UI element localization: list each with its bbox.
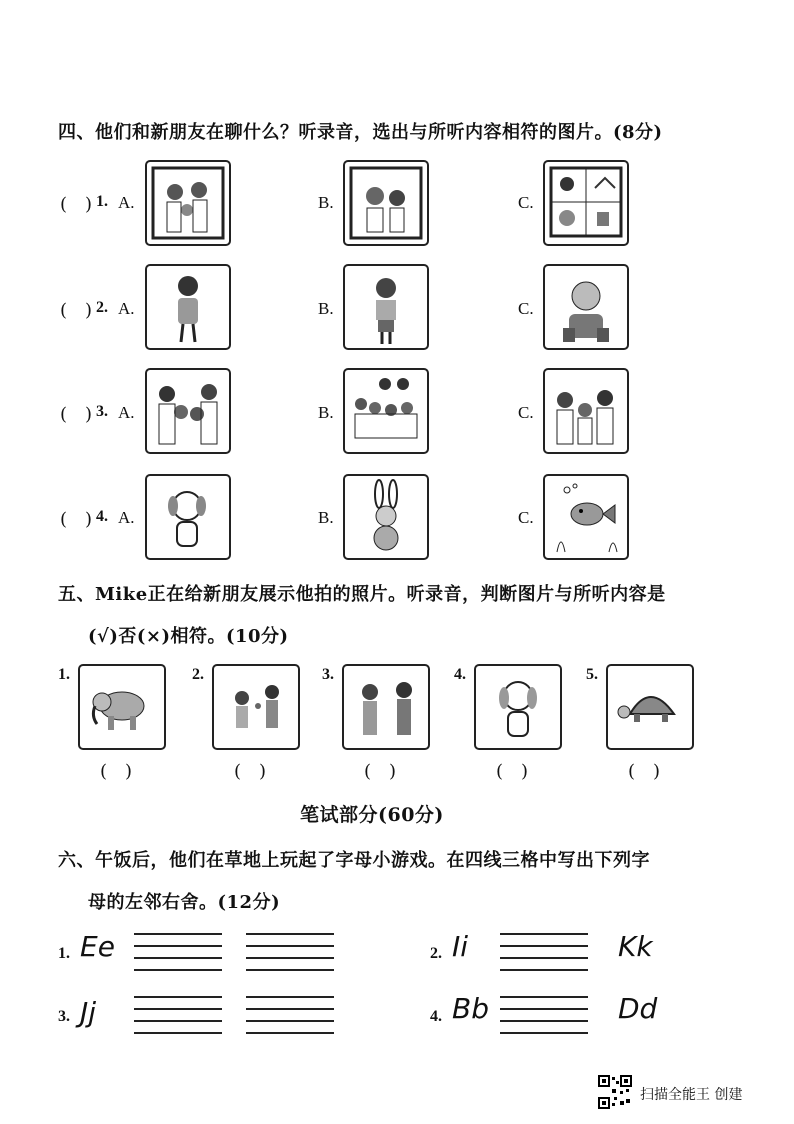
item-number: 3. [58, 1008, 70, 1025]
question-number: 4. [96, 508, 108, 525]
option-label: C. [518, 403, 534, 422]
puppy-icon[interactable] [474, 664, 562, 750]
big-family-icon[interactable] [343, 368, 429, 454]
item-number: 1. [58, 666, 70, 683]
grandma-icon[interactable] [543, 264, 629, 350]
answer-paren[interactable]: ( ) [60, 194, 93, 215]
item-number: 4. [454, 666, 466, 683]
option-label: A. [118, 193, 135, 212]
given-letter-right: Kk [618, 930, 653, 963]
four-line-grid-right[interactable] [246, 933, 334, 971]
answer-paren[interactable]: ( ) [234, 761, 267, 782]
answer-paren[interactable]: ( ) [60, 509, 93, 530]
item-number: 2. [430, 945, 442, 962]
family-photo-icon[interactable] [145, 160, 231, 246]
given-letter: Ee [80, 930, 115, 963]
section6-title-line2: 母的左邻右舍。(12分) [88, 892, 281, 913]
answer-paren[interactable]: ( ) [496, 761, 529, 782]
answer-paren[interactable]: ( ) [100, 761, 133, 782]
item-number: 1. [58, 945, 70, 962]
option-label: A. [118, 299, 135, 318]
family-three-icon[interactable] [543, 368, 629, 454]
animals-photo-icon[interactable] [543, 160, 629, 246]
item-number: 4. [430, 1008, 442, 1025]
option-label: B. [318, 299, 334, 318]
question-number: 2. [96, 299, 108, 316]
four-line-grid-left[interactable] [134, 996, 222, 1034]
section5-title-line1: 五、Mike正在给新朋友展示他拍的照片。听录音，判断图片与所听内容是 [58, 584, 666, 605]
given-letter: Jj [80, 996, 97, 1029]
section5-title-line2: (√)否(×)相符。(10分) [88, 626, 289, 647]
kids-photo-icon[interactable] [343, 160, 429, 246]
option-label: C. [518, 193, 534, 212]
rabbit-icon[interactable] [343, 474, 429, 560]
answer-paren[interactable]: ( ) [60, 300, 93, 321]
option-label: C. [518, 299, 534, 318]
four-line-grid[interactable] [500, 996, 588, 1034]
dog-icon[interactable] [145, 474, 231, 560]
four-line-grid[interactable] [500, 933, 588, 971]
question-number: 3. [96, 403, 108, 420]
family-four-icon[interactable] [145, 368, 231, 454]
option-label: B. [318, 508, 334, 527]
answer-paren[interactable]: ( ) [364, 761, 397, 782]
given-letter: Bb [452, 992, 489, 1025]
given-letter-right: Dd [618, 992, 658, 1025]
answer-paren[interactable]: ( ) [628, 761, 661, 782]
option-label: B. [318, 193, 334, 212]
option-label: A. [118, 403, 135, 422]
given-letter: Ii [452, 930, 469, 963]
four-line-grid-left[interactable] [134, 933, 222, 971]
question-number: 1. [96, 193, 108, 210]
scanner-credit: 扫描全能王 创建 [640, 1087, 743, 1103]
section4-title: 四、他们和新朋友在聊什么？听录音，选出与所听内容相符的图片。(8分) [58, 122, 663, 143]
turtle-icon[interactable] [606, 664, 694, 750]
written-section-title: 笔试部分(60分) [300, 804, 444, 826]
section6-title-line1: 六、午饭后，他们在草地上玩起了字母小游戏。在四线三格中写出下列字 [58, 850, 650, 871]
elephant-icon[interactable] [78, 664, 166, 750]
item-number: 2. [192, 666, 204, 683]
item-number: 5. [586, 666, 598, 683]
qr-code-icon [598, 1075, 632, 1109]
boy-icon[interactable] [343, 264, 429, 350]
option-label: C. [518, 508, 534, 527]
two-boys-icon[interactable] [342, 664, 430, 750]
item-number: 3. [322, 666, 334, 683]
two-kids-icon[interactable] [212, 664, 300, 750]
answer-paren[interactable]: ( ) [60, 404, 93, 425]
option-label: B. [318, 403, 334, 422]
fish-icon[interactable] [543, 474, 629, 560]
woman-icon[interactable] [145, 264, 231, 350]
four-line-grid-right[interactable] [246, 996, 334, 1034]
option-label: A. [118, 508, 135, 527]
